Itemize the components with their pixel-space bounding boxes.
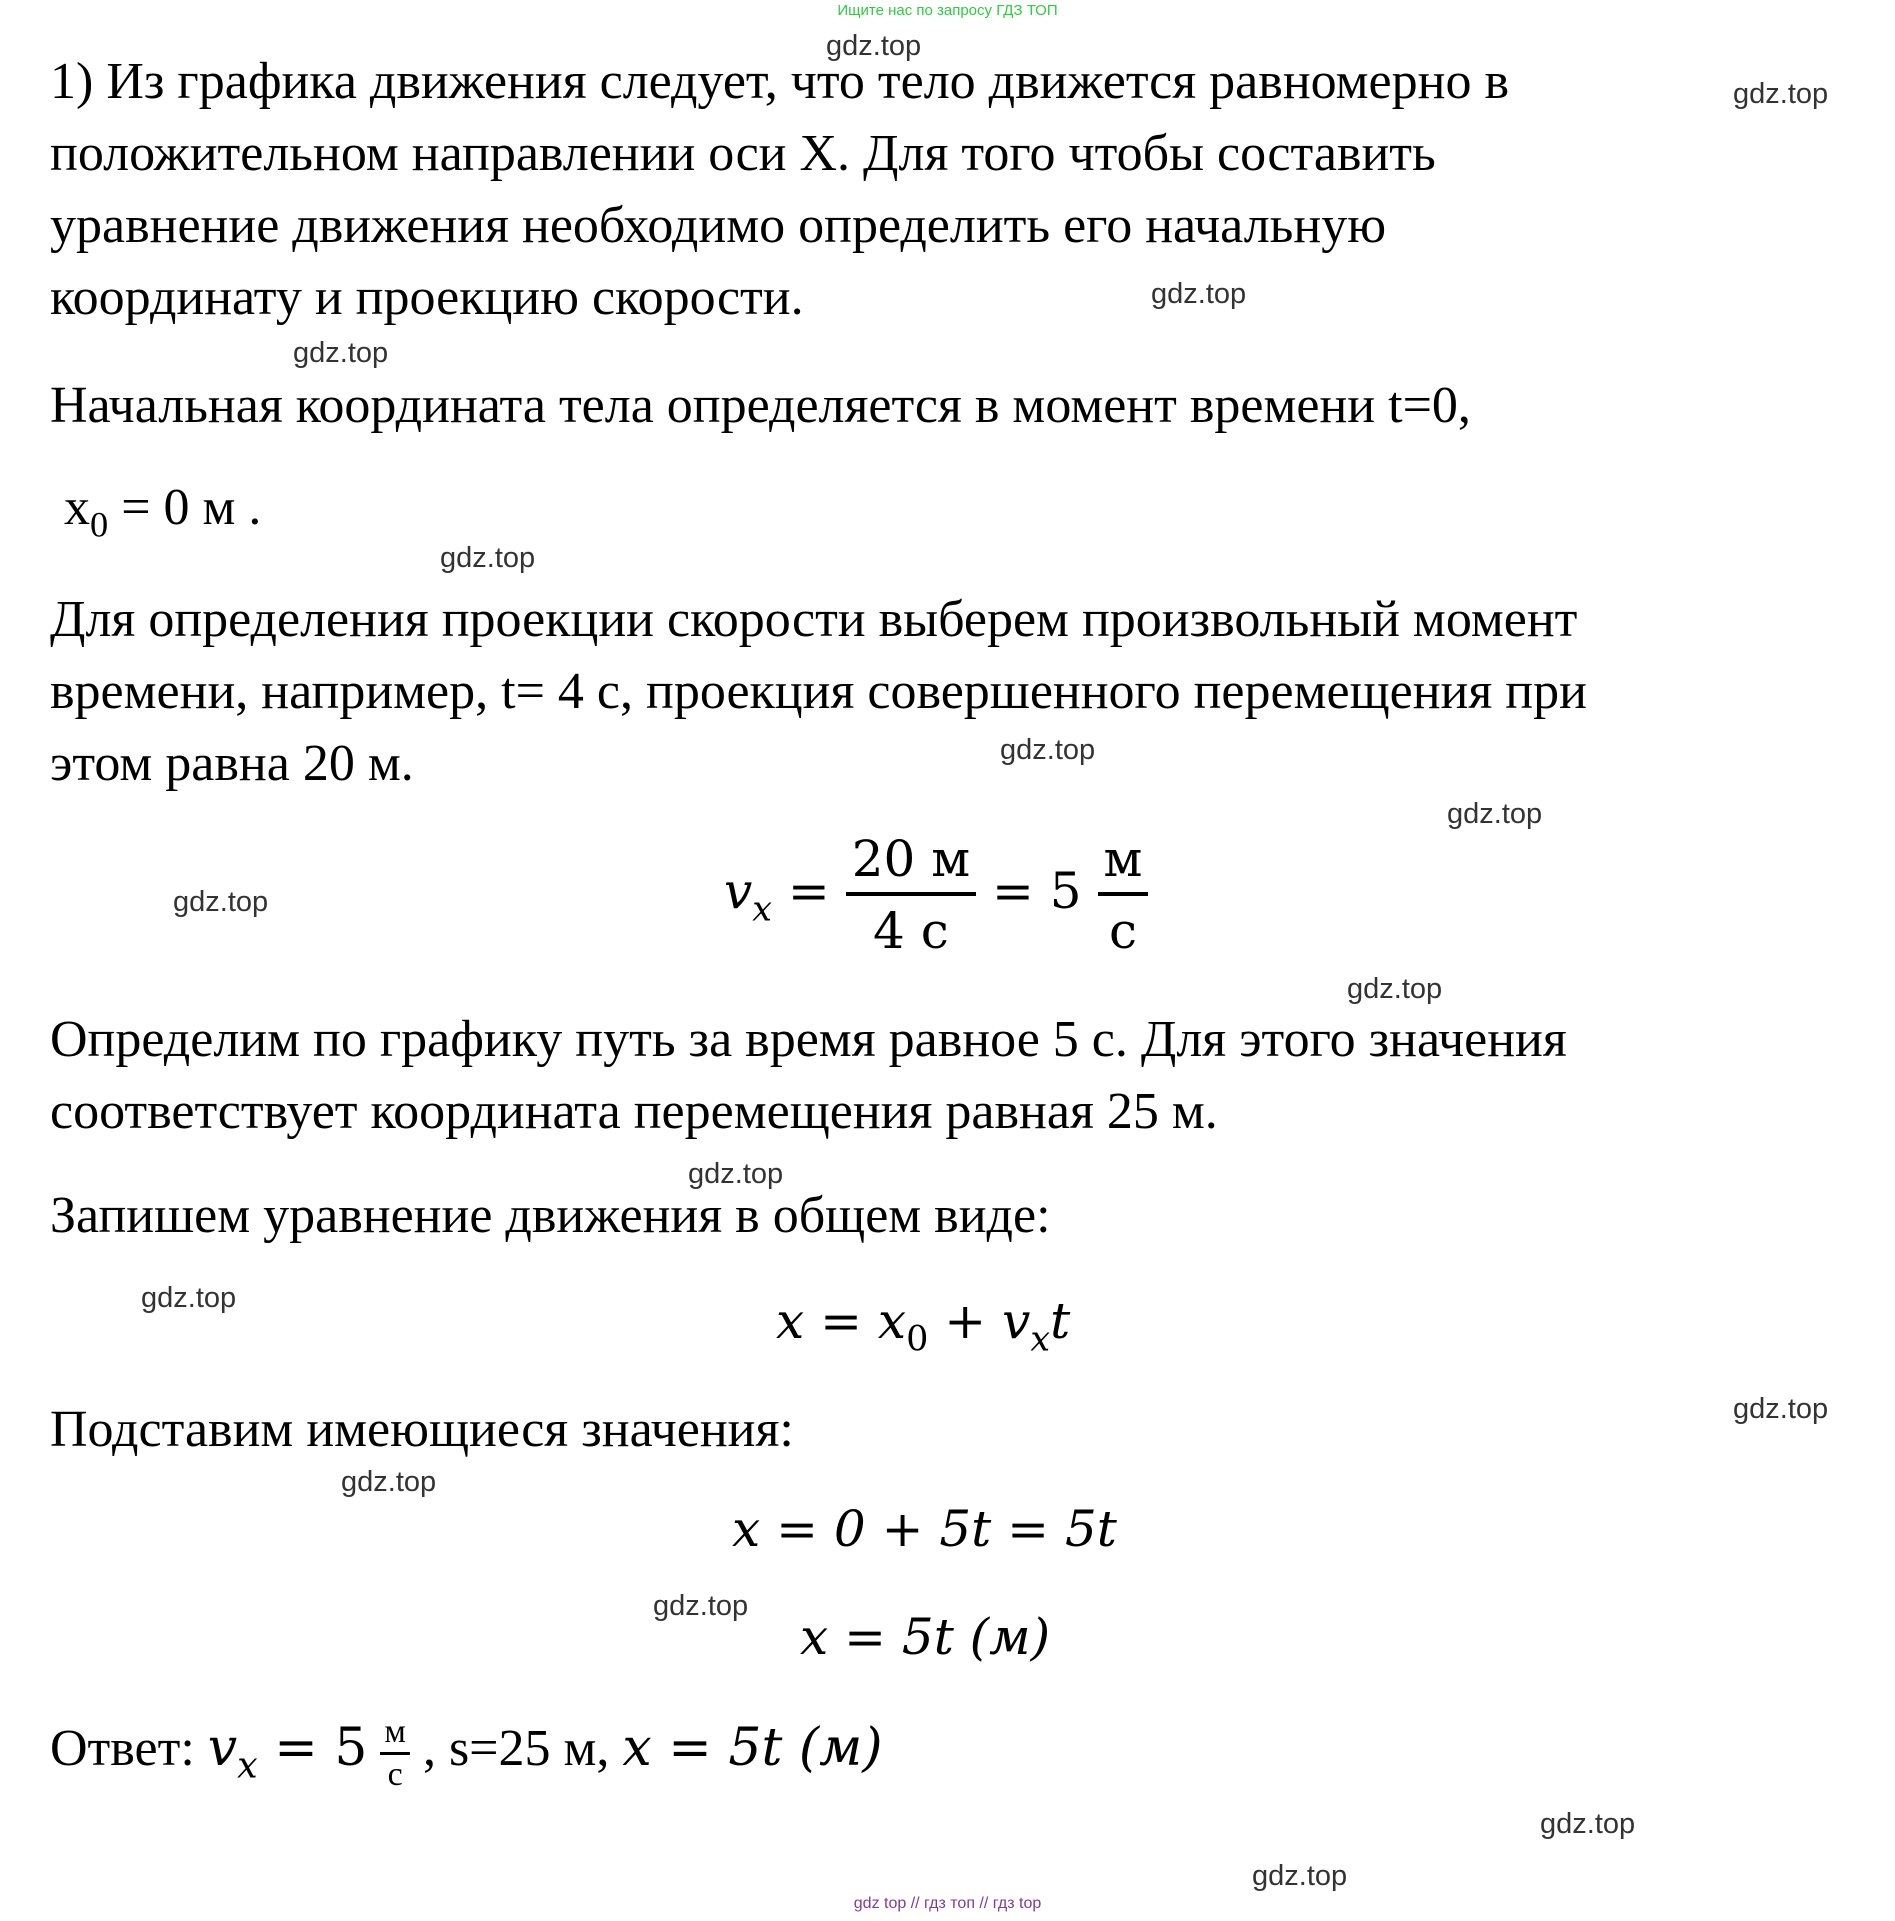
paragraph-initial-coordinate [50,370,1770,442]
watermark: gdz.top [1000,734,1096,766]
text-line: этом равна 20 м. [50,735,414,792]
text-line: Для определения проекции скорости выберем произвольный момент [50,591,1578,648]
text-line: положительном направлении оси X. Для того чтобы составить [50,125,1436,182]
paragraph-general [50,1180,1770,1252]
paragraph-substitute [50,1394,1770,1466]
fraction: $\frac{20 м}{4 с}$ [846,830,976,960]
text-line: 1) Из графика движения следует, что тело движется равномерно в [50,53,1510,110]
formula-general: $x = x_0 + v_xt$ [776,1292,1071,1360]
text-line: времени, например, t= 4 с, проекция совершенного перемещения при [50,663,1587,720]
watermark: gdz.top [173,886,269,918]
footer: gdz top // гдз топ // гдз top [853,1895,1042,1912]
answer-label: Ответ: [50,1720,208,1777]
text-line: Подставим имеющиеся значения: [50,1401,794,1458]
watermark: gdz.top [1733,78,1829,110]
formula-substituted: x = 0 + 5t = 5t [732,1500,1117,1558]
formula-x0: $x_0 = 0$ м . [64,479,262,545]
watermark: gdz.top [1540,1808,1636,1840]
watermark: gdz.top [653,1590,749,1622]
paragraph-velocity [50,584,1770,800]
formula-velocity: $v_x$ = $\frac{20 м}{4 с}$ = 5 $\frac{м}{с}$ [724,830,1148,960]
paragraph-intro [50,46,1770,334]
watermark: gdz.top [1447,798,1543,830]
watermark: gdz.top [440,542,536,574]
watermark: gdz.top [1347,973,1443,1005]
answer: Ответ: $v_x = 5$ $\frac{м}{с}$ , s=25 м, x = 5t (м) [50,1712,883,1793]
text-line: координату и проекцию скорости. [50,269,804,326]
formula-final: x = 5t (м) [800,1608,1051,1666]
watermark: gdz.top [688,1158,784,1190]
text-line: соответствует координата перемещения равная 25 м. [50,1083,1218,1140]
paragraph-path [50,1004,1770,1148]
unit-fraction: $\frac{м}{с}$ [1098,830,1149,960]
watermark: gdz.top [293,337,389,369]
text-line: уравнение движения необходимо определить его начальную [50,197,1387,254]
watermark: gdz.top [141,1282,237,1314]
top-banner: Ищите нас по запросу ГДЗ ТОП [837,2,1058,19]
watermark: gdz.top [341,1466,437,1498]
watermark: gdz.top [826,30,922,62]
text-line: Начальная координата тела определяется в момент времени t=0, [50,377,1471,434]
watermark: gdz.top [1151,278,1247,310]
watermark: gdz.top [1252,1860,1348,1892]
unit-fraction: $\frac{м}{с}$ [380,1714,410,1793]
watermark: gdz.top [1733,1393,1829,1425]
text-line: Определим по графику путь за время равное 5 с. Для этого значения [50,1011,1567,1068]
text-line: Запишем уравнение движения в общем виде: [50,1187,1051,1244]
